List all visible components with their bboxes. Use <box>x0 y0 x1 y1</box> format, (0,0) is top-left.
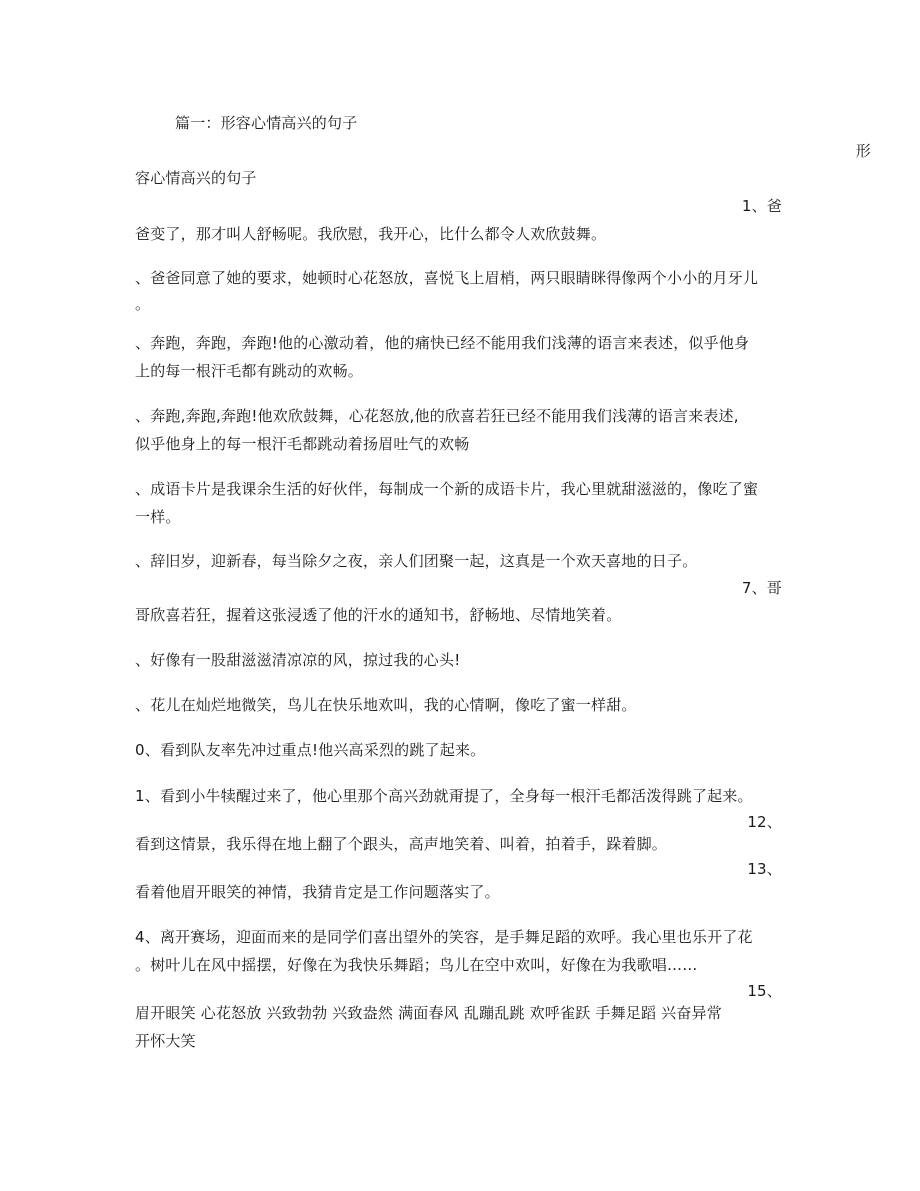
paragraph-line: 、成语卡片是我课余生活的好伙伴，每制成一个新的成语卡片，我心里就甜滋滋的，像吃了蜜 <box>135 480 759 498</box>
paragraph-line: 看着他眉开眼笑的神情，我猜肯定是工作问题落实了。 <box>135 883 500 901</box>
paragraph-line: 。 <box>135 295 151 313</box>
subtitle: 容心情高兴的句子 <box>135 169 257 187</box>
paragraph-line: 4、离开赛场，迎面而来的是同学们喜出望外的笑容，是手舞足蹈的欢呼。我心里也乐开了花 <box>135 928 753 946</box>
paragraph-line: 开怀大笑 <box>135 1032 196 1050</box>
paragraph-line: 眉开眼笑 心花怒放 兴致勃勃 兴致盎然 满面春风 乱蹦乱跳 欢呼雀跃 手舞足蹈 兴奋异常 <box>135 1004 722 1022</box>
paragraph-line: 。树叶儿在风中摇摆，好像在为我快乐舞蹈；鸟儿在空中欢叫，好像在为我歌唱…… <box>135 956 698 974</box>
item-number: 7、哥 <box>741 579 782 597</box>
item-number: 13、 <box>747 860 782 878</box>
document-heading: 篇一：形容心情高兴的句子 <box>175 114 358 132</box>
paragraph-line: 、奔跑,奔跑,奔跑!他欢欣鼓舞，心花怒放,他的欣喜若狂已经不能用我们浅薄的语言来表述, <box>135 407 739 425</box>
item-number: 12、 <box>747 813 782 831</box>
paragraph-line: 、爸爸同意了她的要求，她顿时心花怒放，喜悦飞上眉梢，两只眼睛眯得像两个小小的月牙儿 <box>135 269 759 287</box>
paragraph-line: 、花儿在灿烂地微笑，鸟儿在快乐地欢叫，我的心情啊，像吃了蜜一样甜。 <box>135 696 637 714</box>
paragraph-line: 一样。 <box>135 508 181 526</box>
paragraph-line: 似乎他身上的每一根汗毛都跳动着扬眉吐气的欢畅 <box>135 435 470 453</box>
paragraph-line: 爸变了，那才叫人舒畅呢。我欣慰，我开心，比什么都令人欢欣鼓舞。 <box>135 225 607 243</box>
paragraph-line: 、奔跑，奔跑，奔跑!他的心激动着，他的痛快已经不能用我们浅薄的语言来表述，似乎他身 <box>135 334 750 352</box>
paragraph-line: 1、看到小牛犊醒过来了，他心里那个高兴劲就甭提了，全身每一根汗毛都活泼得跳了起来。 <box>135 787 753 805</box>
paragraph-line: 哥欣喜若狂，握着这张浸透了他的汗水的通知书，舒畅地、尽情地笑着。 <box>135 606 622 624</box>
subtitle-fragment: 形 <box>855 142 871 160</box>
paragraph-line: 0、看到队友率先冲过重点!他兴高采烈的跳了起来。 <box>135 741 486 759</box>
paragraph-line: 、好像有一股甜滋滋清凉凉的风，掠过我的心头! <box>135 651 461 669</box>
paragraph-line: 上的每一根汗毛都有跳动的欢畅。 <box>135 362 364 380</box>
item-number: 15、 <box>747 982 782 1000</box>
paragraph-line: 、辞旧岁，迎新春，每当除夕之夜，亲人们团聚一起，这真是一个欢天喜地的日子。 <box>135 552 698 570</box>
item-number: 1、爸 <box>741 197 782 215</box>
paragraph-line: 看到这情景，我乐得在地上翻了个跟头，高声地笑着、叫着，拍着手，跺着脚。 <box>135 835 668 853</box>
